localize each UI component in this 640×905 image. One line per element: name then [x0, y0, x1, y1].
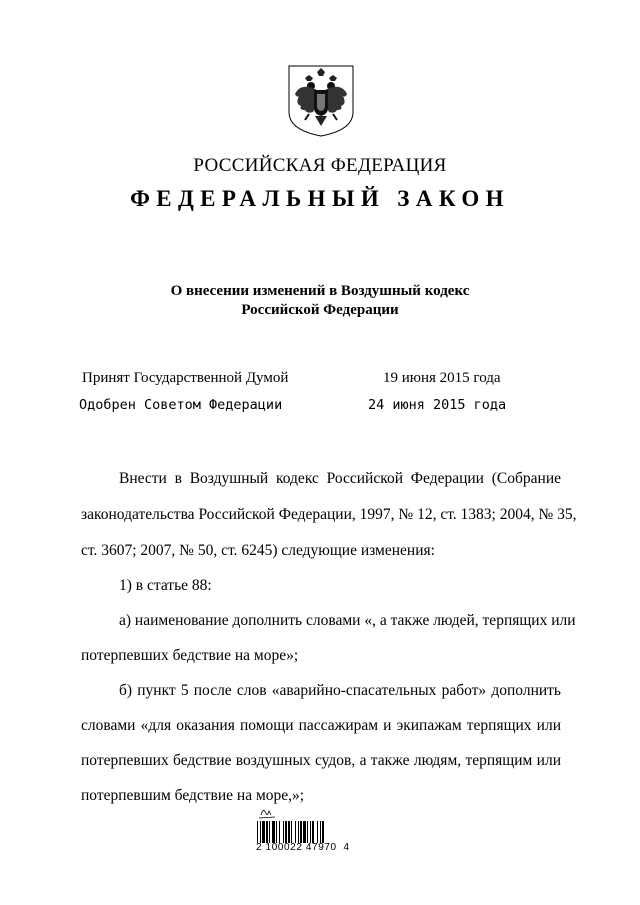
- body-line: законодательства Российской Федерации, 1997, № 12, ст. 1383; 2004, № 35,: [81, 506, 577, 523]
- body-line: ст. 3607; 2007, № 50, ст. 6245) следующие изменения:: [81, 542, 435, 559]
- law-title-line: Российской Федерации: [241, 302, 399, 318]
- country-name: РОССИЙСКАЯ ФЕДЕРАЦИЯ: [193, 155, 447, 176]
- body-line: потерпевших бедствие на море»;: [81, 647, 299, 664]
- body-line: потерпевших бедствие воздушных судов, а также людям, терпящим или: [81, 752, 561, 769]
- adopted-date: 19 июня 2015 года: [383, 370, 501, 386]
- handwritten-initials: [259, 810, 275, 818]
- law-type: ФЕДЕРАЛЬНЫЙ ЗАКОН: [130, 186, 510, 211]
- law-title: [0, 282, 640, 320]
- approved-label: Одобрен Советом Федерации: [79, 397, 283, 413]
- body-line: б) пункт 5 после слов «аварийно-спасательных работ» дополнить: [119, 682, 561, 699]
- body-line: 1) в статье 88:: [119, 577, 212, 594]
- body-line: Внести в Воздушный кодекс Российской Федерации (Собрание: [119, 470, 561, 487]
- body-line: потерпевшим бедствие на море,»;: [81, 787, 305, 804]
- barcode-bars: [257, 821, 324, 843]
- adopted-label: Принят Государственной Думой: [82, 370, 289, 386]
- russian-coat-of-arms-icon: [287, 64, 355, 138]
- body-line: а) наименование дополнить словами «, а также людей, терпящих или: [119, 612, 576, 629]
- law-title-line: О внесении изменений в Воздушный кодекс: [170, 283, 470, 299]
- body-line: словами «для оказания помощи пассажирам и экипажам терпящих или: [81, 717, 561, 734]
- approved-date: 24 июня 2015 года: [368, 397, 507, 413]
- barcode-digits: 2 100022 47970 4: [256, 842, 350, 853]
